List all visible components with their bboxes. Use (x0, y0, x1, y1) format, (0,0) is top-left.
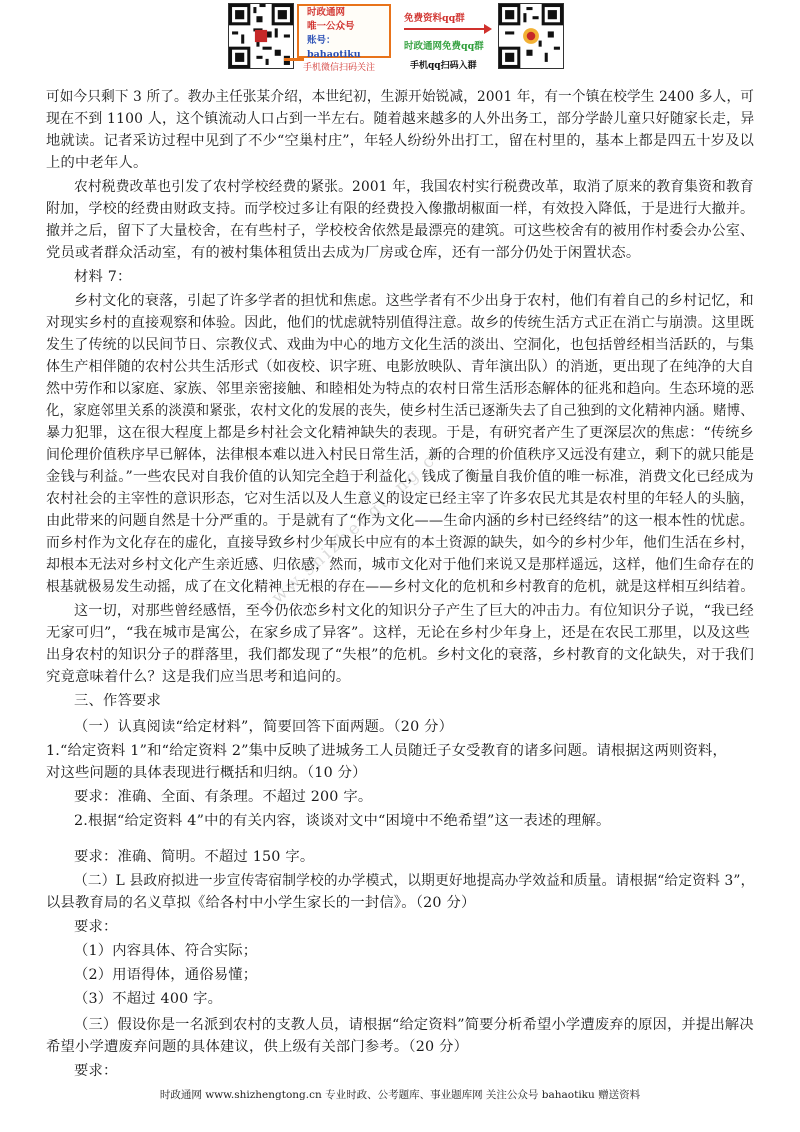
text-line: 发生了传统的以民间节日、宗教仪式、戏曲为中心的地方文化生活的淡出、空洞化，也包括曾经相当活跃的，与集 (46, 337, 755, 353)
text-line: 现在不到 1100 人，这个镇流动人口占到一半左右。随着越来越多的人外出务工，部分学龄儿童只好随家长走，异 (46, 111, 755, 127)
promo-line-1: 时政通网 (307, 7, 346, 18)
text-line: 材料 7： (74, 269, 132, 285)
text-line: 对这些问题的具体表现进行概括和归纳。（10 分） (46, 765, 367, 781)
arrow-right-icon (404, 24, 492, 34)
text-line: （三）假设你是一名派到农村的支教人员，请根据“给定资料”简要分析希望小学遭废弃的原因，并提出解决 (74, 1017, 754, 1033)
text-line: 却根本无法对乡村文化产生亲近感、归依感，然而，城市文化对于他们来说又是那样遥远，这样，他们生命存在的 (46, 557, 755, 573)
text-line: 这一切，对那些曾经感悟，至今仍依恋乡村文化的知识分子产生了巨大的冲击力。有位知识分子说，“我已经 (74, 603, 754, 619)
text-line: 上的中老年人。 (46, 155, 148, 171)
text-line: 地就读。记者采访过程中见到了不少“空巢村庄”，年轻人纷纷外出打工，留在村里的，基本上都是四五十岁及以 (46, 133, 755, 149)
wechat-caption: 手机微信扫码关注 (303, 63, 376, 73)
text-line: 农村税费改革也引发了农村学校经费的紧张。2001 年，我国农村实行税费改革，取消了原来的教育集资和教育 (74, 179, 754, 195)
text-line: （3）不超过 400 字。 (74, 991, 223, 1007)
text-line: （2）用语得体，通俗易懂； (74, 967, 258, 983)
text-line: 要求： (74, 1063, 118, 1079)
text-line: 出身农村的知识分子的群落里，我们都发现了“失根”的危机。乡村文化的衰落，乡村教育的文化缺失，对于我们 (46, 647, 755, 663)
text-line: 要求：准确、简明。不超过 150 字。 (74, 849, 315, 865)
text-line: 要求： (74, 919, 118, 935)
text-line: 然中劳作和以家庭、家族、邻里亲密接触、和睦相处为特点的农村日常生活形态解体的征兆和趋向。生态环境的恶 (46, 381, 755, 397)
qq-qr-code (498, 3, 564, 69)
wechat-promo-box (297, 4, 391, 58)
text-line: 体生产相伴随的农村公共生活形式（如夜校、识字班、电影放映队、青年演出队）的消逝，更出现了在纯净的大自 (46, 359, 755, 375)
text-line: 希望小学遭废弃问题的具体建议，供上级有关部门参考。（20 分） (46, 1039, 469, 1055)
qq-group-name: 时政通网免费qq群 (404, 41, 484, 52)
arrow-icon (284, 58, 304, 61)
page-header (0, 0, 800, 78)
text-line: 暴力犯罪，这在很大程度上都是乡村社会文化精神缺失的表现。于是，有研究者产生了更深层次的焦虑：“传统乡 (46, 425, 754, 441)
text-line: （二）L 县政府拟进一步宣传寄宿制学校的办学模式，以期更好地提高办学效益和质量。请根据“给定资料 3”， (74, 873, 755, 889)
watermark: www.shizhengtong.cn (254, 440, 451, 620)
text-line: （一）认真阅读“给定材料”，简要回答下面两题。（20 分） (74, 719, 454, 735)
text-line: 撤并之后，留下了大量校舍，在有些村子，学校校舍依然是最漂亮的建筑。可这些校舍有的被用作村委会办公室、 (46, 223, 755, 239)
text-line: 究竟意味着什么？这是我们应当思考和追问的。 (46, 669, 351, 685)
qr-code-icon (499, 4, 563, 68)
text-line: （1）内容具体、符合实际； (74, 943, 258, 959)
promo-line-3: 账号：bahaotiku (307, 35, 361, 60)
text-line: 化，家庭邻里关系的淡漠和紧张，农村文化的发展的丧失，使乡村生活已逐渐失去了自己独到的文化精神内涵。赌博、 (46, 403, 754, 419)
text-line: 无家可归”，“我在城市是寓公，在家乡成了异客”。这样，无论在乡村少年身上，还是在农民工那里，以及这些 (46, 625, 750, 641)
text-line: 根基就极易发生动摇，成了在文化精神上无根的存在——乡村文化的危机和乡村教育的危机，就是这样相互纠结着。 (46, 579, 755, 595)
text-line: 要求：准确、全面、有条理。不超过 200 字。 (74, 789, 373, 805)
text-line: 乡村文化的衰落，引起了许多学者的担忧和焦虑。这些学者有不少出身于农村，他们有着自己的乡村记忆，和 (74, 293, 754, 309)
text-line: 以县教育局的名义草拟《给各村中小学生家长的一封信》。（20 分） (46, 895, 476, 911)
text-line: 党员或者群众活动室，有的被村集体租赁出去成为厂房或仓库，还有一部分仍处于闲置状态。 (46, 245, 641, 261)
text-line: 由此带来的问题自然是十分严重的。于是就有了“作为文化——生命内涵的乡村已经终结”的这一根本性的忧虑。 (46, 513, 755, 529)
text-line: 附加，学校的经费由财政支持。而学校过多让有限的经费投入像撒胡椒面一样，有效投入降低，于是进行大撤并。 (46, 201, 755, 217)
qq-caption: 手机qq扫码入群 (410, 61, 477, 71)
text-line: 三、作答要求 (74, 693, 161, 709)
text-line: 2.根据“给定资料 4”中的有关内容，谈谈对文中“困境中不绝希望”这一表述的理解。 (74, 813, 611, 829)
text-line: 对现实乡村的直接观察和体验。因此，他们的忧虑就特别值得注意。故乡的传统生活方式正在消亡与崩溃。这里既 (46, 315, 755, 331)
text-line: 1.“给定资料 1”和“给定资料 2”集中反映了进城务工人员随迁子女受教育的诸多问题。请根据这两则资料， (46, 743, 728, 759)
text-line: 金钱与利益。”一些农民对自我价值的认知完全趋于利益化，钱成了衡量自我价值的唯一标准，消费文化已经成为 (46, 469, 754, 485)
text-line: 间伦理价值秩序早已解体，法律根本难以进入村民日常生活，新的合理的价值秩序又远没有建立，剩下的就只能是 (46, 447, 755, 463)
qq-group-label: 免费资料qq群 (404, 13, 465, 24)
text-line: 农村社会的主宰性的意识形态，它对生活以及人生意义的设定已经主宰了许多农民尤其是农村里的年轻人的头脑， (46, 491, 755, 507)
text-line: 可如今只剩下 3 所了。教办主任张某介绍，本世纪初，生源开始锐减，2001 年，有一个镇在校学生 2400 多人，可 (46, 89, 754, 105)
promo-line-2: 唯一公众号 (307, 21, 355, 32)
page-footer: 时政通网 www.shizhengtong.cn 专业时政、公考题库、事业题库网 关注公众号 bahaotiku 赠送资料 (159, 1089, 641, 1101)
text-line: 而乡村作为文化存在的虚化，直接导致乡村少年成长中应有的本土资源的缺失，如今的乡村少年，他们生活在乡村， (46, 535, 755, 551)
